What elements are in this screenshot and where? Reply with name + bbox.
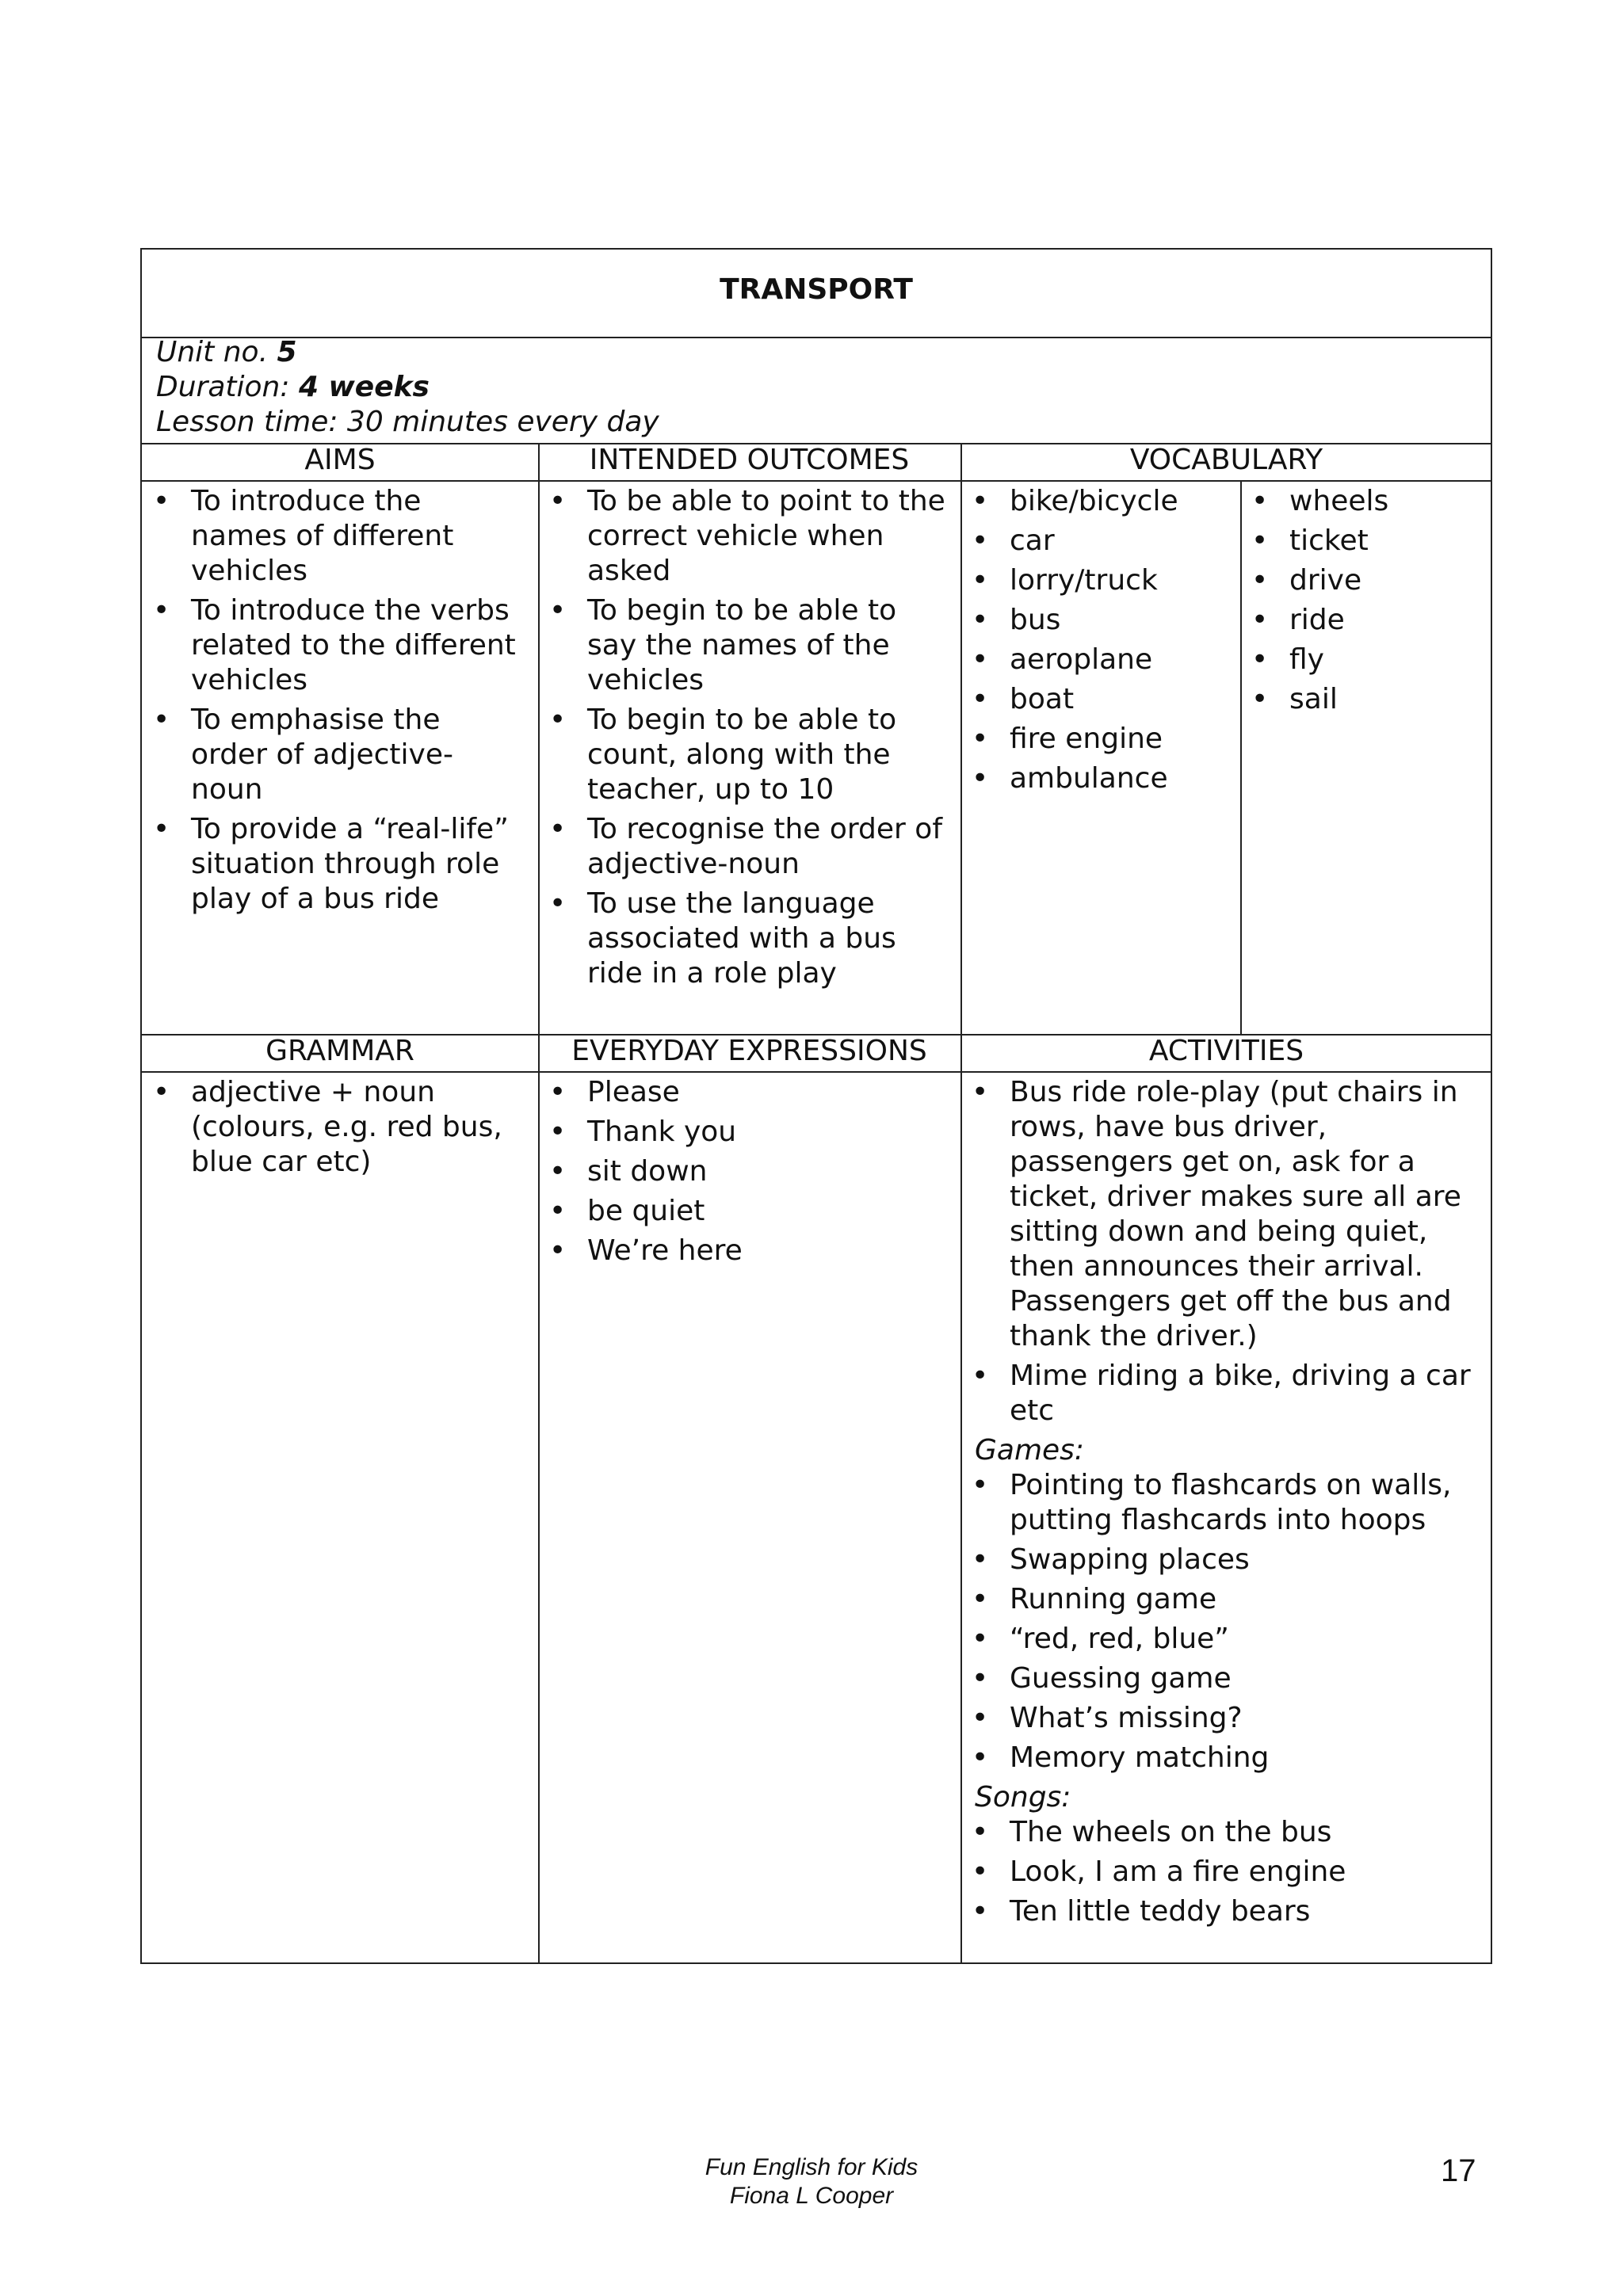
list-item: • ride [1240, 603, 1486, 638]
grammar-cell [142, 1075, 522, 1184]
songs-heading: Songs: [975, 1781, 1071, 1814]
list-item: • be quiet [538, 1194, 950, 1229]
list-item: • Ten little teddy bears [960, 1894, 1476, 1929]
unit-meta [156, 335, 659, 440]
header-activities: ACTIVITIES [1148, 1035, 1304, 1067]
header-vocabulary: VOCABULARY [1129, 444, 1323, 476]
vocabulary-left-cell [960, 484, 1238, 801]
list-item: • ambulance [960, 761, 1238, 796]
list-item: • Guessing game [960, 1661, 1476, 1696]
list-item: • “red, red, blue” [960, 1622, 1476, 1657]
list-item: • Pointing to flashcards on walls, putting flashcards into hoops [960, 1468, 1476, 1538]
list-item: • sit down [538, 1154, 950, 1189]
expressions-cell [538, 1075, 950, 1273]
lesson-plan-table [140, 248, 1492, 1964]
aims-list [142, 484, 522, 917]
header-outcomes: INTENDED OUTCOMES [589, 444, 910, 476]
lesson-time: Lesson time: 30 minutes every day [156, 406, 659, 438]
list-item: • boat [960, 682, 1238, 717]
list-item: • To use the language associated with a bus ride in a role play [538, 887, 950, 991]
header-expressions: EVERYDAY EXPRESSIONS [571, 1035, 927, 1067]
list-item: • bike/bicycle [960, 484, 1238, 519]
table-title: TRANSPORT [720, 273, 913, 306]
list-item: • To introduce the verbs related to the different vehicles [142, 593, 522, 698]
list-item: • adjective + noun (colours, e.g. red bus, blue car etc) [142, 1075, 522, 1180]
list-item: • To begin to be able to say the names of the vehicles [538, 593, 950, 698]
outcomes-cell [538, 484, 950, 996]
list-item: • To recognise the order of adjective-noun [538, 812, 950, 882]
activities-cell [960, 1075, 1476, 1934]
list-item: • bus [960, 603, 1238, 638]
list-item: • drive [1240, 563, 1486, 598]
list-item: • To emphasise the order of adjective-noun [142, 703, 522, 807]
vocabulary-verbs-list [1240, 484, 1486, 717]
list-item: • We’re here [538, 1234, 950, 1268]
divider [142, 1071, 1491, 1073]
activities-list [960, 1075, 1476, 1428]
list-item: • aeroplane [960, 643, 1238, 677]
list-item: • Memory matching [960, 1741, 1476, 1775]
outcomes-list [538, 484, 950, 991]
expressions-list [538, 1075, 950, 1268]
list-item: • Bus ride role-play (put chairs in rows, have bus driver, passengers get on, ask for a ticket, driver makes sure all are sitting down and being quiet, then announces their arrival. Passengers get off the bus and thank the driver.) [960, 1075, 1476, 1354]
list-item: • To introduce the names of different vehicles [142, 484, 522, 589]
list-item: • car [960, 524, 1238, 559]
games-list [960, 1468, 1476, 1775]
games-heading: Games: [975, 1434, 1085, 1466]
aims-cell [142, 484, 522, 921]
page-footer [0, 2153, 1623, 2210]
list-item: • wheels [1240, 484, 1486, 519]
list-item: • fire engine [960, 722, 1238, 757]
list-item: • sail [1240, 682, 1486, 717]
grammar-list [142, 1075, 522, 1180]
footer-book-title: Fun English for Kids [705, 2154, 918, 2180]
list-item: • ticket [1240, 524, 1486, 559]
list-item: • To be able to point to the correct vehicle when asked [538, 484, 950, 589]
songs-list [960, 1815, 1476, 1929]
list-item: • Running game [960, 1582, 1476, 1617]
list-item: • Look, I am a fire engine [960, 1855, 1476, 1890]
divider [142, 480, 1491, 482]
unit-number: Unit no. 5 [156, 336, 297, 368]
list-item: • Mime riding a bike, driving a car etc [960, 1359, 1476, 1428]
list-item: • What’s missing? [960, 1701, 1476, 1736]
header-grammar: GRAMMAR [265, 1035, 414, 1067]
list-item: • To begin to be able to count, along with the teacher, up to 10 [538, 703, 950, 807]
list-item: • fly [1240, 643, 1486, 677]
page-number: 17 [1441, 2153, 1476, 2188]
header-aims: AIMS [304, 444, 376, 476]
list-item: • lorry/truck [960, 563, 1238, 598]
list-item: • Please [538, 1075, 950, 1110]
list-item: • Thank you [538, 1115, 950, 1150]
vocabulary-right-cell [1240, 484, 1486, 722]
footer-author: Fiona L Cooper [729, 2183, 894, 2209]
vocabulary-list [960, 484, 1238, 796]
list-item: • The wheels on the bus [960, 1815, 1476, 1850]
unit-duration: Duration: 4 weeks [156, 371, 430, 403]
list-item: • To provide a “real-life” situation through role play of a bus ride [142, 812, 522, 917]
list-item: • Swapping places [960, 1543, 1476, 1577]
